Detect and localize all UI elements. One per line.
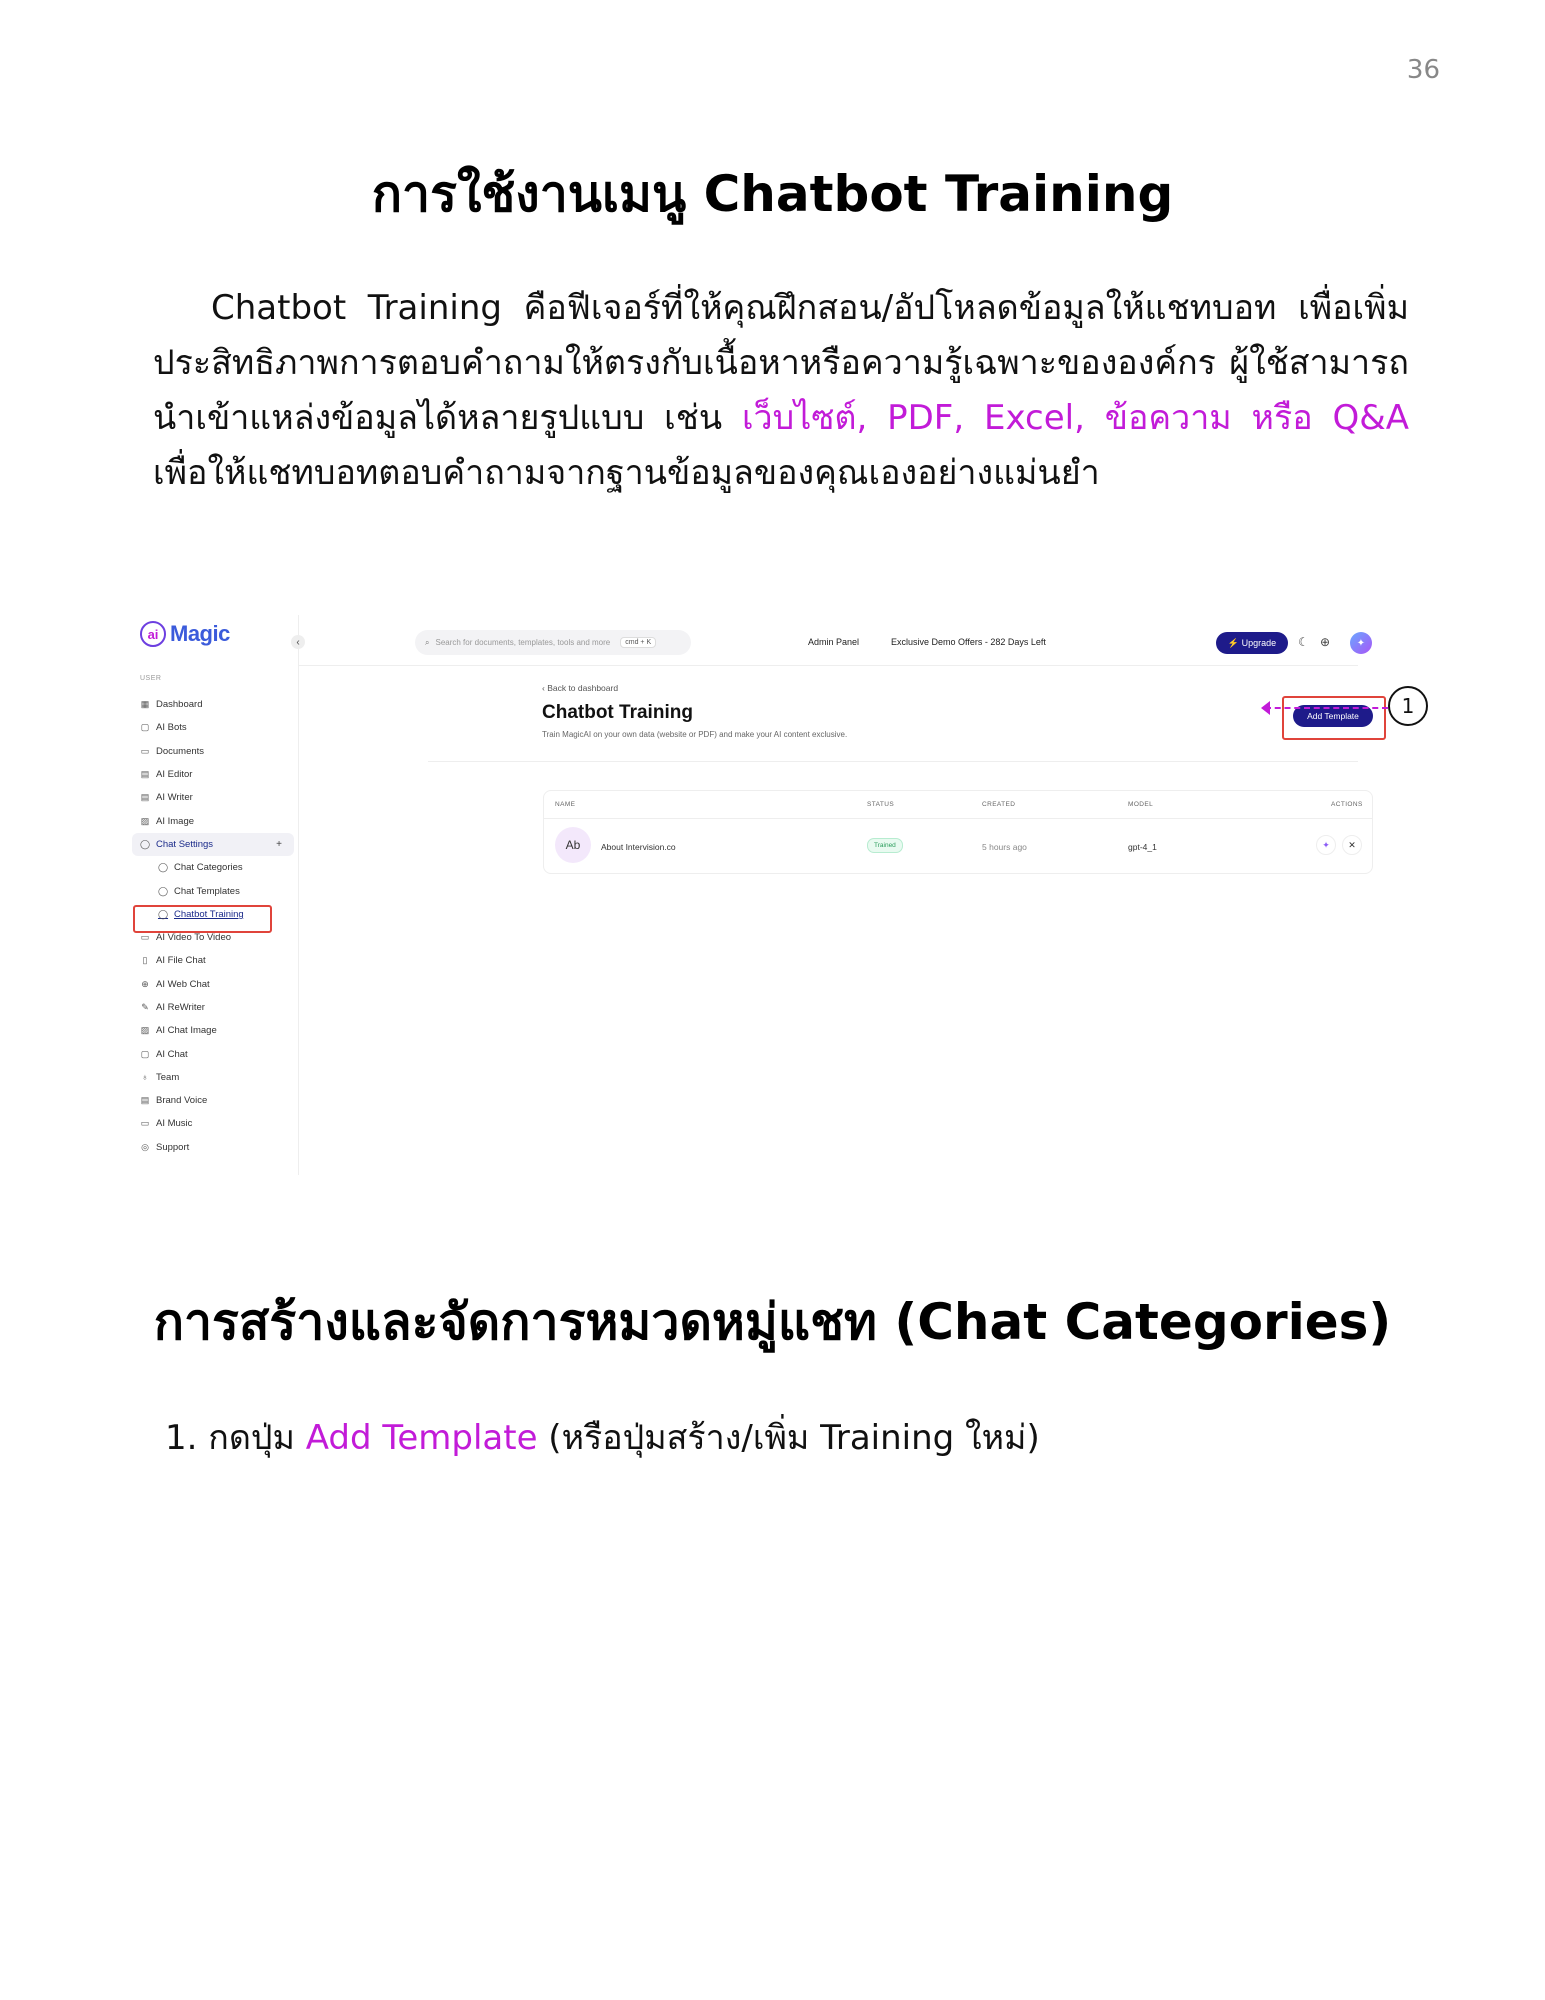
file-icon: ▯: [142, 955, 148, 966]
button-highlight-box: [1282, 696, 1386, 740]
sidebar-item-ai-rewriter[interactable]: [128, 996, 298, 1019]
column-header: MODEL: [1128, 801, 1154, 808]
sidebar-item-label: Chat Categories: [174, 862, 243, 874]
sidebar-item-label: Support: [156, 1141, 190, 1153]
logo-text: Magic: [170, 621, 230, 646]
sidebar-item-label: AI Writer: [156, 792, 193, 804]
column-header: ACTIONS: [1331, 801, 1363, 808]
intro-highlight: เว็บไซต์, PDF, Excel, ข้อความ หรือ Q&A: [741, 398, 1409, 438]
sidebar-item-label: AI Chat: [156, 1048, 188, 1060]
collapse-sidebar-button[interactable]: ‹: [291, 635, 305, 649]
sidebar-item-ai-file-chat[interactable]: [128, 949, 298, 972]
row-name: About Intervision.co: [601, 842, 676, 852]
training-table: [543, 790, 1373, 874]
globe-icon[interactable]: ⊕: [1320, 635, 1331, 649]
sidebar-item-ai-writer[interactable]: [128, 786, 298, 809]
sidebar-item-label: Chat Templates: [174, 885, 240, 897]
divider: [428, 761, 1358, 762]
chat-icon: ◯: [157, 908, 169, 919]
sidebar-item-ai-editor[interactable]: [128, 763, 298, 786]
folder-icon: ▭: [140, 745, 150, 756]
intro-text-end: เพื่อให้แชทบอทตอบคำถามจากฐานข้อมูลของคุณเองอย่างแม่นยำ: [153, 453, 1100, 493]
sidebar-item-dashboard[interactable]: [128, 693, 298, 716]
app-screenshot: [128, 615, 1366, 1177]
grid-icon: ▦: [140, 699, 150, 710]
page-subtitle: Train MagicAI on your own data (website or PDF) and make your AI content exclusive.: [542, 730, 848, 739]
demo-offers-link[interactable]: Exclusive Demo Offers - 282 Days Left: [891, 637, 1046, 647]
back-link[interactable]: ‹ Back to dashboard: [542, 683, 619, 693]
callout-number: 1: [1388, 686, 1428, 726]
music-icon: ▭: [140, 1118, 150, 1129]
sidebar-item-label: Dashboard: [156, 699, 203, 711]
sidebar-item-ai-bots[interactable]: [128, 716, 298, 739]
video-icon: ▭: [140, 932, 150, 943]
sidebar-item-ai-chat[interactable]: [128, 1042, 298, 1065]
plus-icon: +: [276, 838, 282, 850]
chat-icon: ◯: [157, 862, 169, 873]
sidebar-item-label: AI Web Chat: [156, 978, 210, 990]
row-created: 5 hours ago: [982, 842, 1027, 852]
sidebar-item-label: AI Bots: [156, 722, 187, 734]
sidebar-item-label: AI Music: [156, 1118, 193, 1130]
chat-icon: ▢: [140, 1048, 150, 1059]
search-icon: ⌕: [425, 637, 430, 647]
sidebar-item-team[interactable]: [128, 1066, 298, 1089]
add-template-button[interactable]: Add Template: [1293, 705, 1373, 727]
logo: [140, 621, 230, 647]
close-icon[interactable]: ✕: [1342, 835, 1362, 855]
image-icon: ▨: [140, 1025, 150, 1036]
sidebar-item-label: Documents: [156, 745, 205, 757]
bot-icon: ▢: [140, 722, 150, 733]
sidebar-item-label: AI ReWriter: [156, 1002, 205, 1013]
sidebar-item-label: Chat Settings: [156, 838, 214, 850]
step-1: [165, 1410, 1040, 1464]
callout-arrow-icon: [1261, 701, 1270, 715]
step-text: 1. กดปุ่ม: [165, 1418, 306, 1458]
pen-icon: ▤: [140, 792, 150, 803]
section-title: การใช้งานเมนู Chatbot Training: [371, 165, 1174, 223]
image-icon: ▨: [140, 815, 150, 826]
sidebar-item-brand-voice[interactable]: [128, 1089, 298, 1112]
sidebar-item-ai-chat-image[interactable]: [128, 1019, 298, 1042]
sidebar-item-ai-image[interactable]: [128, 809, 298, 832]
divider: [298, 665, 1358, 666]
sidebar-item-chat-settings[interactable]: [132, 833, 294, 856]
support-icon: ◎: [141, 1141, 149, 1152]
sidebar-item-label: AI File Chat: [156, 955, 206, 967]
globe-icon: ⊕: [141, 978, 149, 989]
sidebar-item-label: AI Video To Video: [156, 932, 232, 944]
column-header: CREATED: [982, 801, 1016, 808]
sidebar-group-label: USER: [140, 675, 162, 682]
intro-paragraph: [153, 281, 1409, 501]
status-badge: Trained: [867, 838, 903, 853]
search-placeholder: Search for documents, templates, tools and more: [435, 638, 611, 647]
sidebar-item-label: Team: [156, 1071, 180, 1083]
logo-mark: ai: [140, 621, 166, 647]
row-avatar: Ab: [555, 827, 591, 863]
step-text-end: (หรือปุ่มสร้าง/เพิ่ม Training ใหม่): [537, 1418, 1040, 1458]
sidebar-item-label: AI Chat Image: [156, 1025, 217, 1037]
intro-text: Chatbot Training คือฟีเจอร์ที่ให้คุณฝึกสอน/อัปโหลดข้อมูลให้แชทบอท เพื่อเพิ่มประสิทธิภาพการตอบคำถามให้ตรงกับเนื้อหาหรือความรู้เฉพาะขององค์กร ผู้ใช้สามารถนำเข้าแหล่งข้อมูลได้หลายรูปแบบ เช่น: [153, 288, 1409, 438]
sidebar-item-support[interactable]: [128, 1136, 298, 1159]
sidebar-item-label: Brand Voice: [156, 1095, 208, 1107]
search-input[interactable]: [415, 630, 691, 655]
sidebar-item-label: AI Image: [156, 815, 195, 827]
section-title-2: การสร้างและจัดการหมวดหมู่แชท (Chat Categories): [153, 1293, 1392, 1351]
sidebar-item-chat-templates[interactable]: [128, 879, 298, 902]
chat-icon: ◯: [139, 838, 151, 849]
sidebar-item-chat-categories[interactable]: [128, 856, 298, 879]
callout-line: [1265, 707, 1388, 709]
voice-icon: ▤: [140, 1095, 150, 1106]
edit-icon: ▤: [140, 769, 150, 780]
moon-icon[interactable]: ☾: [1298, 635, 1309, 649]
divider: [544, 818, 1372, 819]
search-shortcut: cmd + K: [620, 637, 656, 648]
sidebar-highlight-box: [133, 905, 272, 933]
sidebar: [128, 615, 299, 1175]
sidebar-item-label: AI Editor: [156, 769, 193, 781]
column-header: NAME: [555, 801, 576, 808]
chat-icon: ◯: [157, 885, 169, 896]
team-icon: ♁: [141, 1072, 149, 1083]
user-avatar[interactable]: ✦: [1350, 632, 1372, 654]
sidebar-item-ai-music[interactable]: [128, 1112, 298, 1135]
page-number: 36: [1406, 55, 1440, 85]
row-model: gpt-4_1: [1128, 842, 1157, 852]
page-title: Chatbot Training: [542, 702, 693, 723]
rewrite-icon: ✎: [141, 1002, 149, 1012]
sidebar-item-documents[interactable]: [128, 740, 298, 763]
sparkle-icon[interactable]: ✦: [1316, 835, 1336, 855]
sidebar-item-label: Chatbot Training: [174, 908, 244, 920]
step-highlight: Add Template: [305, 1418, 538, 1458]
sidebar-item-ai-web-chat[interactable]: [128, 973, 298, 996]
admin-panel-link[interactable]: Admin Panel: [808, 637, 860, 647]
upgrade-button[interactable]: ⚡ Upgrade: [1216, 632, 1288, 654]
column-header: STATUS: [867, 801, 895, 808]
